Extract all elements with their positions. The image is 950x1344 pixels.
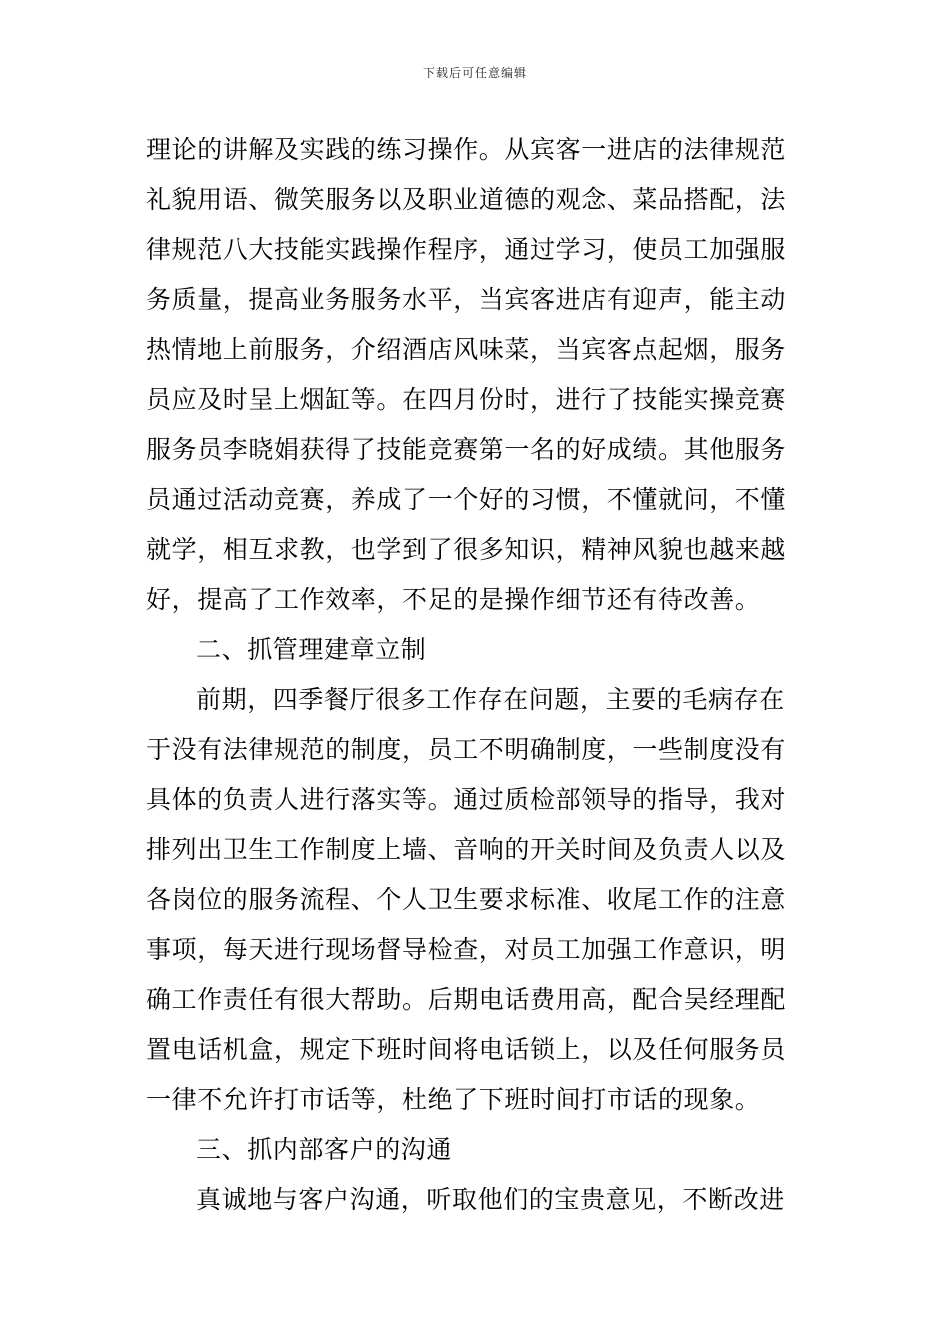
text-line: 员通过活动竞赛，养成了一个好的习惯，不懂就问，不懂 bbox=[146, 485, 787, 514]
text-line: 服务员李晓娟获得了技能竞赛第一名的好成绩。其他服务 bbox=[146, 435, 787, 464]
text-line: 好，提高了工作效率，不足的是操作细节还有待改善。 bbox=[146, 585, 761, 614]
text-line: 各岗位的服务流程、个人卫生要求标准、收尾工作的注意 bbox=[146, 885, 787, 914]
text-line: 三、抓内部客户的沟通 bbox=[196, 1135, 453, 1164]
text-line: 就学，相互求教，也学到了很多知识，精神风貌也越来越 bbox=[146, 535, 787, 564]
text-line: 一律不允许打市话等，杜绝了下班时间打市话的现象。 bbox=[146, 1085, 761, 1114]
text-line: 礼貌用语、微笑服务以及职业道德的观念、菜品搭配，法 bbox=[146, 185, 787, 214]
page-header-note: 下载后可任意编辑 bbox=[422, 66, 527, 80]
text-line: 律规范八大技能实践操作程序，通过学习，使员工加强服 bbox=[146, 235, 787, 264]
text-line: 排列出卫生工作制度上墙、音响的开关时间及负责人以及 bbox=[146, 835, 787, 864]
text-line: 置电话机盒，规定下班时间将电话锁上，以及任何服务员 bbox=[146, 1035, 787, 1064]
text-line: 二、抓管理建章立制 bbox=[196, 635, 427, 664]
text-line: 员应及时呈上烟缸等。在四月份时，进行了技能实操竞赛 bbox=[146, 385, 787, 414]
text-line: 热情地上前服务，介绍酒店风味菜，当宾客点起烟，服务 bbox=[146, 335, 787, 364]
text-line: 务质量，提高业务服务水平，当宾客进店有迎声，能主动 bbox=[146, 285, 787, 314]
document-body bbox=[146, 125, 816, 1225]
text-line: 理论的讲解及实践的练习操作。从宾客一进店的法律规范 bbox=[146, 135, 787, 164]
text-line: 真诚地与客户沟通，听取他们的宝贵意见，不断改进 bbox=[196, 1185, 785, 1214]
text-line: 确工作责任有很大帮助。后期电话费用高，配合吴经理配 bbox=[146, 985, 787, 1014]
text-line: 具体的负责人进行落实等。通过质检部领导的指导，我对 bbox=[146, 785, 787, 814]
text-line: 事项，每天进行现场督导检查，对员工加强工作意识，明 bbox=[146, 935, 787, 964]
text-line: 于没有法律规范的制度，员工不明确制度，一些制度没有 bbox=[146, 735, 787, 764]
text-line: 前期，四季餐厅很多工作存在问题，主要的毛病存在 bbox=[196, 685, 785, 714]
